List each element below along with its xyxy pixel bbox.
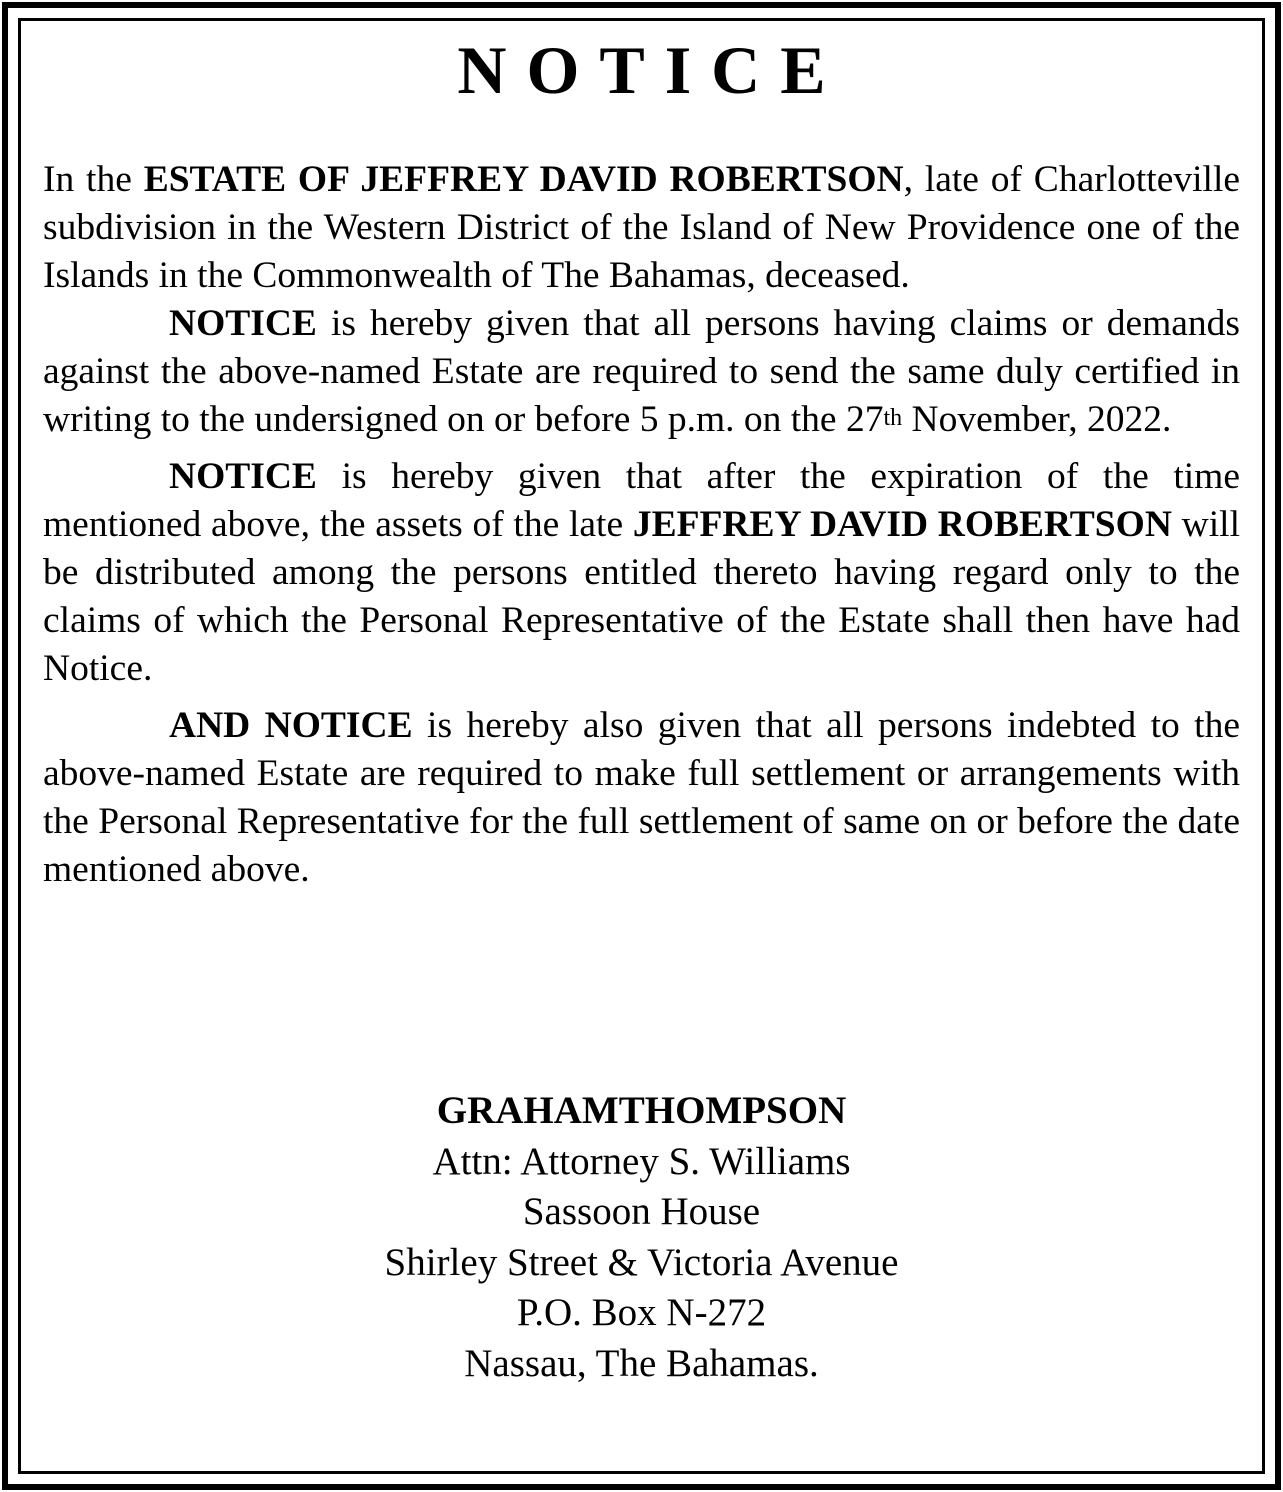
deadline-day: 27 <box>845 399 884 440</box>
attention-line: Attn: Attorney S. Williams <box>432 1139 851 1183</box>
claims-paragraph <box>43 300 1240 444</box>
po-box-line: P.O. Box N-272 <box>516 1291 767 1334</box>
deadline-day-suffix: th <box>883 405 903 431</box>
settlement-notice-label: AND NOTICE <box>169 705 413 746</box>
estate-paragraph <box>43 156 1240 300</box>
city-line: Nassau, The Bahamas. <box>464 1341 819 1385</box>
distribution-text-after: will be distributed among the persons entitled thereto having regard only to the claims of which the Personal Representative of the Estate shall then have had Notice. <box>43 504 1240 689</box>
estate-lead-text: In the <box>43 159 144 200</box>
settlement-text: is hereby also given that all persons indebted to the above-named Estate are required to make full settlement or arrangements with the Personal Representative for the full settlement of same on or before the date mentioned above. <box>43 705 1240 890</box>
firm-name: GRAHAMTHOMPSON <box>436 1089 847 1132</box>
deceased-name: JEFFREY DAVID ROBERTSON <box>632 504 1172 545</box>
settlement-paragraph <box>43 702 1240 894</box>
building-line: Sassoon House <box>522 1190 761 1233</box>
street-line: Shirley Street & Victoria Avenue <box>384 1240 899 1284</box>
distribution-notice-label: NOTICE <box>169 456 317 497</box>
estate-details-text: , late of Charlotteville subdivision in the Western District of the Island of New Providence one of the Islands in the Commonwealth of The Bahamas, deceased. <box>43 159 1241 296</box>
notice-body <box>43 156 1240 894</box>
estate-name: ESTATE OF JEFFREY DAVID ROBERTSON <box>143 159 904 200</box>
notice-title: NOTICE <box>457 32 846 108</box>
distribution-text-before: is hereby given that after the expiration of the time mentioned above, the assets of the late <box>43 456 1240 545</box>
claims-notice-label: NOTICE <box>169 303 317 344</box>
signature-block <box>0 1086 1283 1389</box>
claims-text: is hereby given that all persons having claims or demands against the above-named Estate are required to send the same duly certified in writing to the undersigned on or before 5 p.m. on the <box>43 303 1240 440</box>
distribution-paragraph <box>43 453 1240 693</box>
deadline-date-rest: November, 2022. <box>902 399 1172 440</box>
